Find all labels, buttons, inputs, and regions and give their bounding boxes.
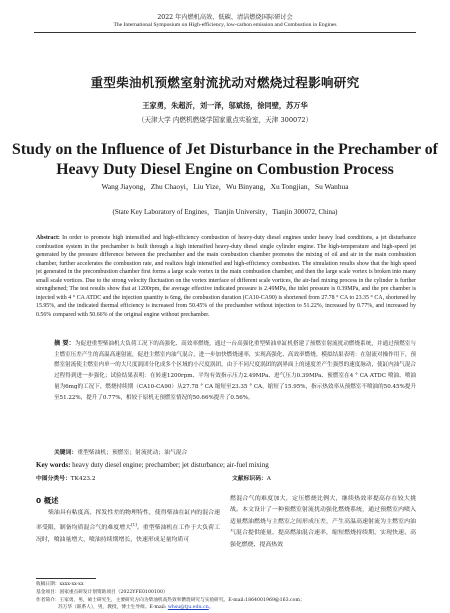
footnote-corr-suffix: 。 [208, 605, 214, 610]
keywords-en-label: Key words: [36, 461, 71, 469]
footnote-corr-prefix: 苏万华（联系人），男，教授，博士生导师。E-mail: [58, 605, 168, 610]
abstract-cn-text: 为促进重型柴油机大负荷工况下的高强化、高效率燃烧，通过一台高强化重型柴油单缸机搭建了预燃室射流扰动燃烧系统，并通过预燃室与主燃室压差产生的高温高速射流，促进主燃室内油气混合，进一步加快燃烧速率，实现高强化、高效率燃烧。模拟结果表明：在射流对操作用下，预燃室射流使主燃室内单一的大尺度涡团分化成多个区域的小尺度涡团，由于不同尺度涡团的涡界面上的速度差产生强烈的速度脉动，使缸内油气混合过程得到进一步强化；试验结果表明：在转速1200rpm、平均有效指示压力2.49MPa、进气压力0.39MPa、预燃室在4 ° CA ATDC 喷油、喷油量为6mg的工况下，燃烧持续期（CA10-CA90）从27.78 ° CA 缩短至23.35 ° CA，缩短了15.95%，指示热效率从预燃室不喷油的50.45%提升至51.22%，提升了0.77%，相较于原机无预燃室情况的50.66%提升了0.56%。 [54, 341, 417, 401]
affiliation-en: (State Key Laboratory of Engines，Tianjin University，Tianjin 300072, China) [112, 208, 338, 216]
section-heading: 0 概述 [36, 496, 59, 505]
footnote-corresponding [58, 605, 416, 611]
keywords-cn [54, 447, 416, 456]
footnote-fund: 基金项目：国家重点研发计划资助项目（2022YFE0100100） [36, 590, 168, 595]
footnote-author: 作者简介：王家勇，男，硕士研究生，主要研究方向为柴油机高热效率燃烧研究与实验研究。E-mail:1864001969@163.com； [36, 598, 305, 603]
body-column-left [36, 508, 220, 546]
keywords-en [36, 461, 416, 469]
abstract-cn [54, 339, 416, 403]
body-left-text: 柴油具有粘度高、挥发性差的物理特性，使得柴油在缸内的混合速率受限，制备均质混合气的难度增大 [36, 510, 220, 532]
doc-code [232, 473, 271, 482]
title-en [0, 140, 450, 180]
body-left-rest: 。重型柴油机在工作于大负荷工况时，喷油量增大，喷油持续期增长，快速形成足量均质可 [36, 525, 221, 543]
abstract-en-label: Abstract: [36, 235, 60, 241]
affiliation-cn: （天津大学 内燃机燃烧学国家重点实验室，天津 300072） [137, 116, 313, 124]
header-cn: 2022 年内燃机高效、低碳、清洁燃烧国际研讨会 [157, 14, 293, 21]
title-cn: 重型柴油机预燃室射流扰动对燃烧过程影响研究 [90, 75, 360, 90]
classification [36, 473, 416, 482]
abstract-en [36, 234, 416, 319]
doc-value: A [266, 476, 271, 482]
abstract-cn-label: 摘 要： [54, 340, 75, 347]
abstract-en-text: In order to promote high intensified and high-efficiency combustion of heavy-duty diesel engines under heavy load conditions, a jet disturbance combustion system in the prechamber is built through a high intensified heavy-duty diesel single cylinder engine. The high-temperature and high-speed jet generated by the pressure difference between the prechamber and the main combustion chamber promotes the mixing of oil and air in the main combustion chamber, further accelerates the combustion rate, and realizes high intensified and high-efficiency combustion. The simulation results show that the high speed jet generated in the precombustion chamber first forms a large scale vortex in the main combustion chamber, and then the large scale vortex is broken into many small scale vortices. Due to the strong velocity fluctuation on the vortex interface of different scale vortices, the air-fuel mixing process in the cylinder is further strengthened; The test results show that at 1200rpm, the average effective indicated pressure is 2.49MPa, the inlet pressure is 0.39MPa, and the pre chamber is injected with 4 ° CA ATDC and the injection quantity is 6mg, the combustion duration (CA10-CA90) is shortened from 27.78 ° CA to 23.35 ° CA, shortened by 15.95%, and the indicated thermal efficiency is increased from 50.45% of the prechamber without injection to 51.22%, increased by 0.77%, and increased by 0.56% compared with 50.66% of the original engine without prechamber. [36, 235, 416, 318]
keywords-en-text: heavy duty diesel engine; prechamber; jet disturbance; air-fuel mixing [72, 461, 269, 469]
email-link[interactable]: whsu@tju.edu.cn [167, 605, 209, 610]
authors-en: Wang Jiayong，Zhu Chaoyi，Liu Yize，Wu Binyang，Xu Tongjian，Su Wanhua [101, 182, 349, 191]
header-rule [34, 32, 416, 33]
keywords-cn-text: 重型柴油机；预燃室；射流扰动；油气混合 [77, 450, 188, 456]
keywords-cn-label: 关键词： [54, 450, 78, 456]
body-column-right: 燃混合气的难度加大，定压燃烧比例大，继续热效率提高存在较大挑战。本文设计了一种预燃室射流扰动强化燃烧系统，通过预燃室内喷入适量燃油燃烧与主燃室之间形成压差，产生高温高速射流为主燃室内油气混合提供能量，提高燃油混合速率，缩短燃烧持续期，实现快速、高强化燃烧，提高热效 [230, 496, 416, 548]
footnote-received: 收稿日期：xxxx-xx-xx [36, 582, 84, 587]
footnote-rule [36, 578, 96, 579]
doc-label: 文献标识码： [232, 476, 267, 482]
title-en-line2: Heavy Duty Diesel Engine on Combustion Process [56, 161, 394, 178]
clc-label: 中图分类号： [36, 476, 71, 482]
clc-value: TK423.2 [70, 476, 96, 482]
citation-ref[interactable]: [1] [131, 522, 137, 528]
title-en-line1: Study on the Influence of Jet Disturbance in the Prechamber of [12, 141, 438, 158]
header-en: The International Symposium on High-efficiency, low-carbon emission and Combustion in Engines [113, 22, 337, 28]
authors-cn: 王家勇，朱超沂，刘一泽，邬斌扬，徐同壁，苏万华 [142, 101, 308, 110]
